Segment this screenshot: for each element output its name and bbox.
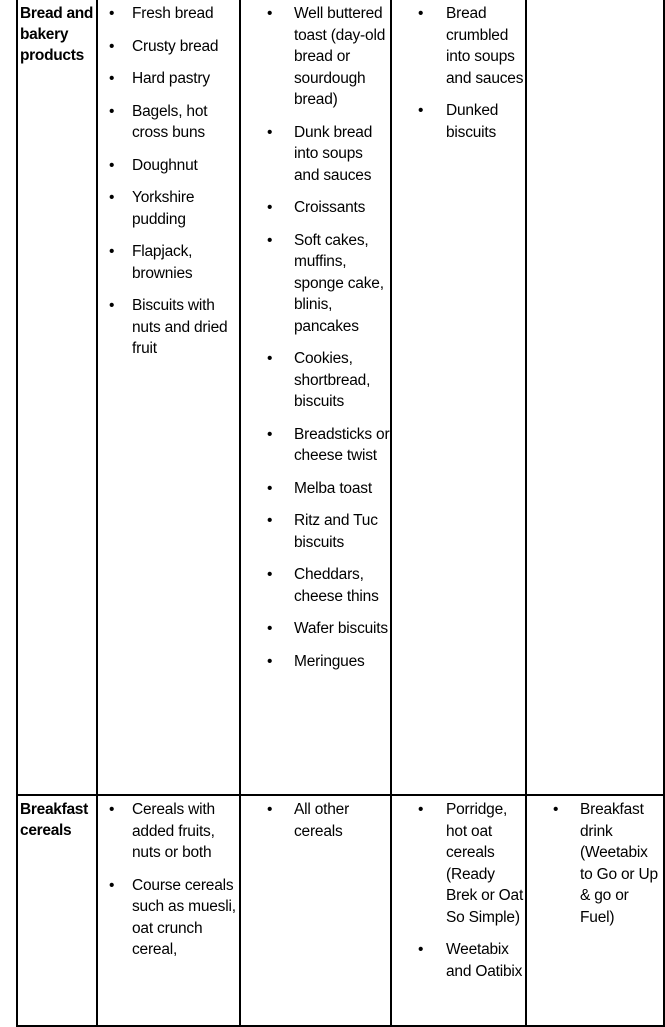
- list-item: • Course cereals such as muesli, oat crunch cereal,: [98, 875, 239, 961]
- list-item: • Yorkshire pudding: [98, 187, 239, 230]
- list-item: • Flapjack, brownies: [98, 241, 239, 284]
- list-item: • Well buttered toast (day-old bread or sourdough bread): [241, 3, 390, 111]
- list-item: • Crusty bread: [98, 36, 239, 58]
- cell-bread-col3: [391, 0, 526, 795]
- cell-cereals-col2: [240, 795, 391, 1026]
- list-item: • Fresh bread: [98, 3, 239, 25]
- cell-cereals-col1: [97, 795, 240, 1026]
- food-texture-table: [16, 0, 665, 1027]
- list-item: • Ritz and Tuc biscuits: [241, 510, 390, 553]
- list-item: • Biscuits with nuts and dried fruit: [98, 295, 239, 360]
- category-bread: Bread and bakery products: [17, 0, 97, 795]
- list-item: • Porridge, hot oat cereals (Ready Brek or Oat So Simple): [392, 799, 525, 928]
- list-item: • Wafer biscuits: [241, 618, 390, 640]
- list-item: • Meringues: [241, 651, 390, 673]
- list-item: • Bread crumbled into soups and sauces: [392, 3, 525, 89]
- list-item: • Breakfast drink (Weetabix to Go or Up & go or Fuel): [527, 799, 663, 928]
- cell-cereals-col4: [526, 795, 664, 1026]
- list-item: • Soft cakes, muffins, sponge cake, blinis, pancakes: [241, 230, 390, 338]
- list-item: • Doughnut: [98, 155, 239, 177]
- table-row-cereals: [17, 795, 664, 1026]
- list-item: • Cheddars, cheese thins: [241, 564, 390, 607]
- list-item: • Hard pastry: [98, 68, 239, 90]
- cell-bread-col1: [97, 0, 240, 795]
- list-item: • Dunk bread into soups and sauces: [241, 122, 390, 187]
- list-item: • Croissants: [241, 197, 390, 219]
- list-item: • Cereals with added fruits, nuts or both: [98, 799, 239, 864]
- table-row-bread: [17, 0, 664, 795]
- list-item: • Melba toast: [241, 478, 390, 500]
- list-item: • All other cereals: [241, 799, 390, 842]
- list-item: • Breadsticks or cheese twist: [241, 424, 390, 467]
- category-cereals: Breakfast cereals: [17, 795, 97, 1026]
- list-item: • Weetabix and Oatibix: [392, 939, 525, 982]
- cell-bread-col4: [526, 0, 664, 795]
- cell-cereals-col3: [391, 795, 526, 1026]
- list-item: • Dunked biscuits: [392, 100, 525, 143]
- cell-bread-col2: [240, 0, 391, 795]
- list-item: • Bagels, hot cross buns: [98, 101, 239, 144]
- list-item: • Cookies, shortbread, biscuits: [241, 348, 390, 413]
